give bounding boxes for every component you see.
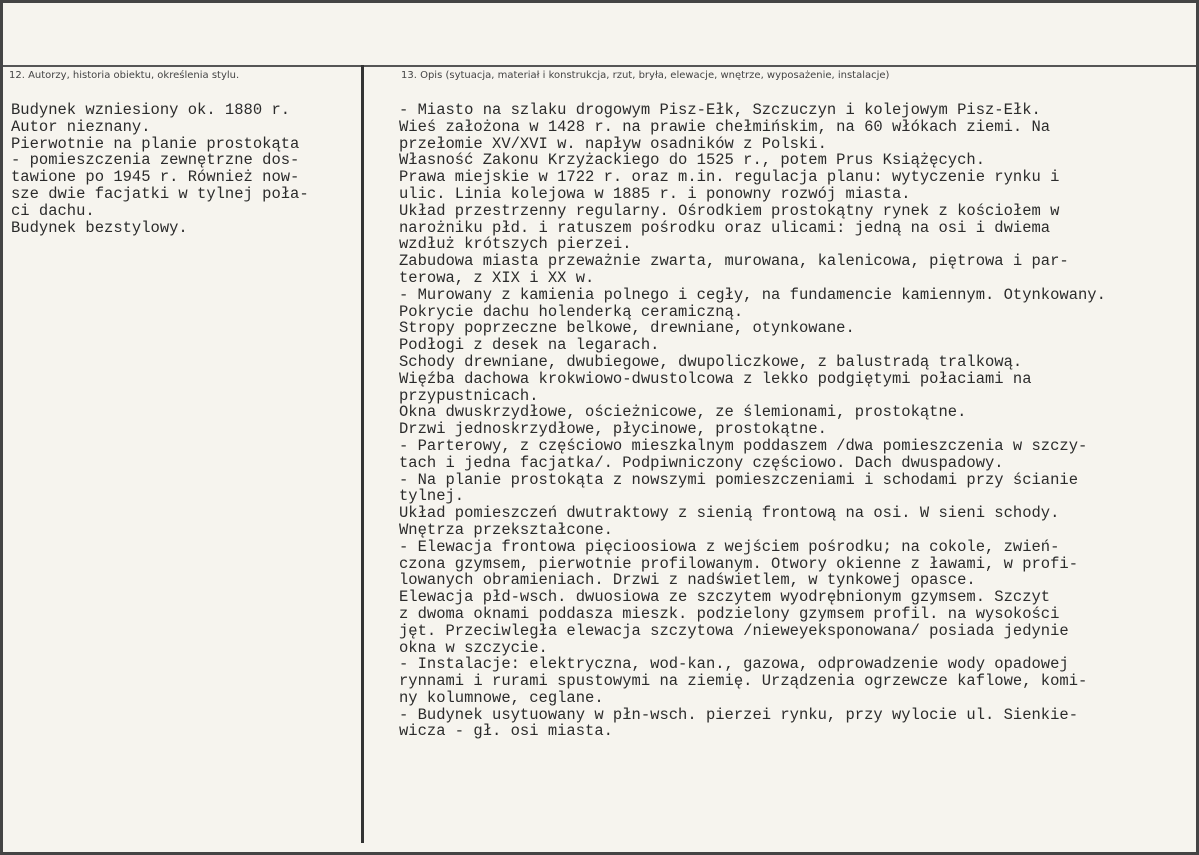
text-line: Drzwi jednoskrzydłowe, płycinowe, prostokątne. xyxy=(399,420,827,439)
text-line: Elewacja płd-wsch. dwuosiowa ze szczytem wyodrębnionym gzymsem. Szczyt xyxy=(399,588,1051,607)
text-line: sze dwie facjatki w tylnej poła- xyxy=(11,184,309,203)
text-line: przypustnicach. xyxy=(399,386,539,405)
text-line: ny kolumnowe, ceglane. xyxy=(399,688,604,707)
text-line: terowa, z XIX i XX w. xyxy=(399,268,595,287)
text-line: ci dachu. xyxy=(11,201,95,220)
text-line: - Miasto na szlaku drogowym Pisz-Ełk, Szczuczyn i kolejowym Pisz-Ełk. xyxy=(399,101,1041,119)
text-line: - Elewacja frontowa pięcioosiowa z wejściem pośrodku; na cokole, zwień- xyxy=(399,537,1060,556)
text-line: ulic. Linia kolejowa w 1885 r. i ponowny rozwój miasta. xyxy=(399,184,911,203)
text-line: - Murowany z kamienia polnego i cegły, na fundamencie kamiennym. Otynkowany. xyxy=(399,285,1106,304)
history-text xyxy=(11,102,356,236)
text-line: czona gzymsem, pierwotnie profilowanym. Otwory okienne z ławami, w profi- xyxy=(399,554,1079,573)
text-line: Pierwotnie na planie prostokąta xyxy=(11,134,300,153)
text-line: lowanych obramieniach. Drzwi z nadświetlem, w tynkowej opasce. xyxy=(399,571,976,590)
text-line: Stropy poprzeczne belkowe, drewniane, otynkowane. xyxy=(399,319,855,338)
text-line: Zabudowa miasta przeważnie zwarta, murowana, kalenicowa, piętrowa i par- xyxy=(399,252,1069,271)
text-line: rynnami i rurami spustowymi na ziemię. Urządzenia ogrzewcze kaflowe, komi- xyxy=(399,672,1088,691)
text-line: Pokrycie dachu holenderką ceramiczną. xyxy=(399,302,744,321)
text-line: - Budynek usytuowany w płn-wsch. pierzei rynku, przy wylocie ul. Sienkie- xyxy=(399,705,1079,724)
text-line: tawione po 1945 r. Również now- xyxy=(11,168,300,187)
text-line: Więźba dachowa krokwiowo-dwustolcowa z lekko podgiętymi połaciami na xyxy=(399,369,1032,388)
text-line: tylnej. xyxy=(399,487,465,506)
section-13-heading: 13. Opis (sytuacja, materiał i konstrukcja, rzut, bryła, elewacje, wnętrze, wyposażenie, instalacje) xyxy=(401,70,890,81)
text-line: - Parterowy, z częściowo mieszkalnym poddaszem /dwa pomieszczenia w szczy- xyxy=(399,436,1088,455)
text-line: wzdłuż krótszych pierzei. xyxy=(399,235,632,254)
text-line: Autor nieznany. xyxy=(11,117,151,136)
text-line: Budynek wzniesiony ok. 1880 r. xyxy=(11,101,291,119)
text-line: jęt. Przeciwległa elewacja szczytowa /nieweyeksponowana/ posiada jedynie xyxy=(399,621,1069,640)
text-line: narożniku płd. i ratuszem pośrodku oraz ulicami: jedną na osi i dwiema xyxy=(399,218,1051,237)
text-line: Układ pomieszczeń dwutraktowy z sienią frontową na osi. W sieni schody. xyxy=(399,504,1060,523)
header-rule xyxy=(3,65,1196,67)
text-line: Wieś założona w 1428 r. na prawie chełmińskim, na 60 włókach ziemi. Na xyxy=(399,117,1051,136)
text-line: przełomie XV/XVI w. napływ osadników z Polski. xyxy=(399,134,827,153)
text-line: - Instalacje: elektryczna, wod-kan., gazowa, odprowadzenie wody opadowej xyxy=(399,655,1069,674)
text-line: Prawa miejskie w 1722 r. oraz m.in. regulacja planu: wytyczenie rynku i xyxy=(399,168,1060,187)
text-line: Okna dwuskrzydłowe, ościeżnicowe, ze ślemionami, prostokątne. xyxy=(399,403,967,422)
text-line: Schody drewniane, dwubiegowe, dwupoliczkowe, z balustradą tralkową. xyxy=(399,352,1023,371)
text-line: - pomieszczenia zewnętrzne dos- xyxy=(11,151,300,170)
text-line: Własność Zakonu Krzyżackiego do 1525 r., potem Prus Książęcych. xyxy=(399,151,985,170)
section-12-heading: 12. Autorzy, historia obiektu, określenia stylu. xyxy=(9,70,240,81)
text-line: wicza - gł. osi miasta. xyxy=(399,722,613,741)
text-line: okna w szczycie. xyxy=(399,638,548,657)
description-text xyxy=(399,102,1189,740)
text-line: - Na planie prostokąta z nowszymi pomieszczeniami i schodami przy ścianie xyxy=(399,470,1079,489)
text-line: Budynek bezstylowy. xyxy=(11,218,188,237)
text-line: Wnętrza przekształcone. xyxy=(399,520,613,539)
text-line: Układ przestrzenny regularny. Ośrodkiem prostokątny rynek z kościołem w xyxy=(399,201,1060,220)
text-line: z dwoma oknami poddasza mieszk. podzielony gzymsem profil. na wysokości xyxy=(399,604,1060,623)
text-line: tach i jedna facjatka/. Podpiwniczony częściowo. Dach dwuspadowy. xyxy=(399,453,1004,472)
column-divider xyxy=(361,65,364,843)
text-line: Podłogi z desek na legarach. xyxy=(399,336,660,355)
